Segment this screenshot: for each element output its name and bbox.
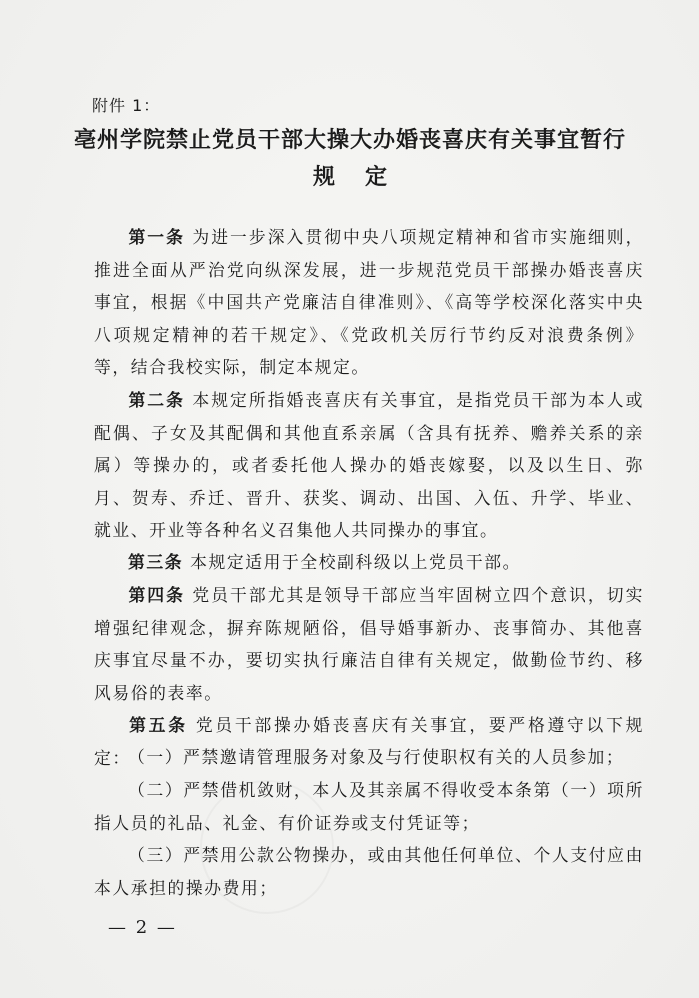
article-text: 为进一步深入贯彻中央八项规定精神和省市实施细则，推进全面从严治党向纵深发展，进一步规范党员干部操办婚丧喜庆事宜，根据《中国共产党廉洁自律准则》、《高等学校深化落实中央八项规定精神的若干规定》、《党政机关厉行节约反对浪费条例》等，结合我校实际，制定本规定。 [94,227,644,377]
article-2 [94,384,644,547]
article-5-item-2 [94,774,644,839]
article-heading: 第一条 [128,227,185,247]
page-number: — 2 — [108,917,177,938]
attachment-label: 附件 1： [92,96,161,115]
article-heading: 第二条 [128,390,185,410]
article-3 [94,546,644,579]
article-text: 本规定所指婚丧喜庆有关事宜，是指党员干部为本人或配偶、子女及其配偶和其他直系亲属（含具有抚养、赡养关系的亲属）等操办的，或者委托他人操办的婚丧嫁娶，以及以生日、弥月、贺寿、乔迁、晋升、获奖、调动、出国、入伍、升学、毕业、就业、开业等各种名义召集他人共同操办的事宜。 [94,390,644,540]
article-5-item-3 [94,839,644,904]
article-text: 党员干部操办婚丧喜庆有关事宜，要严格遵守以下规定： [94,715,644,768]
article-4 [94,579,644,709]
article-heading: 第四条 [128,585,185,605]
article-1 [94,221,644,384]
article-item-text: （三）严禁用公款公物操办，或由其他任何单位、个人支付应由本人承担的操办费用； [94,845,644,898]
article-item-text: （一）严禁邀请管理服务对象及与行使职权有关的人员参加； [128,747,625,767]
document-title-line-1: 亳州学院禁止党员干部大操大办婚丧喜庆有关事宜暂行 [73,128,626,153]
article-item-text: （二）严禁借机敛财，本人及其亲属不得收受本条第（一）项所指人员的礼品、礼金、有价证券或支付凭证等； [94,780,644,833]
article-text: 本规定适用于全校副科级以上党员干部。 [190,552,521,572]
article-text: 党员干部尤其是领导干部应当牢固树立四个意识，切实增强纪律观念，摒弃陈规陋俗，倡导婚事新办、丧事简办、其他喜庆事宜尽量不办，要切实执行廉洁自律有关规定，做勤俭节约、移风易俗的表率。 [94,585,644,703]
article-5-item-1 [94,741,644,774]
article-heading: 第三条 [128,552,184,572]
document-title-line-2: 规定 [312,165,417,190]
article-heading: 第五条 [128,715,188,735]
